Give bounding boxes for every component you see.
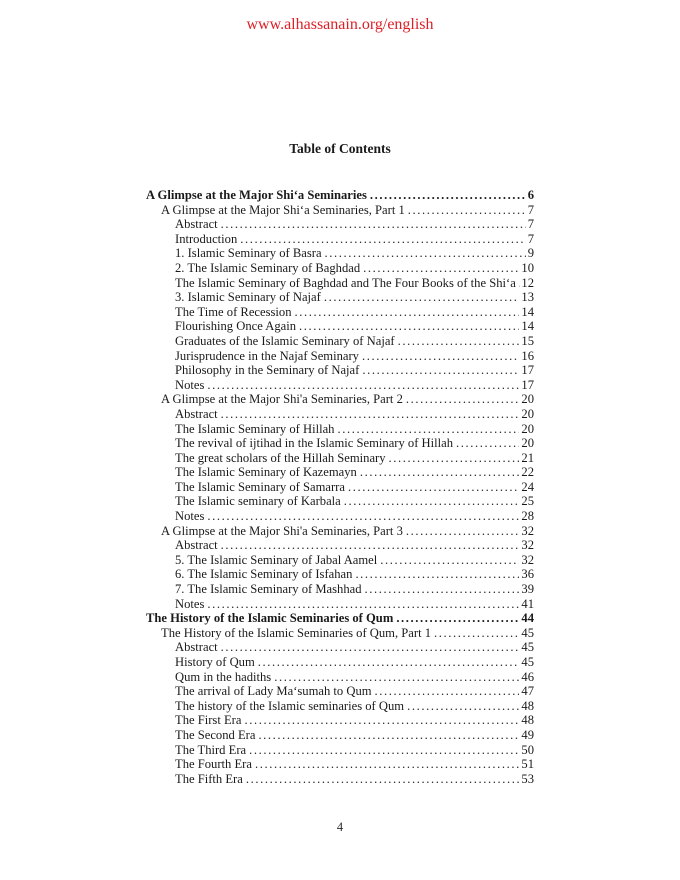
toc-entry[interactable] bbox=[146, 728, 534, 743]
toc-entry-page: 20 bbox=[521, 436, 534, 451]
dot-leader bbox=[324, 290, 520, 305]
dot-leader bbox=[246, 772, 520, 787]
toc-entry[interactable] bbox=[146, 407, 534, 422]
dot-leader bbox=[355, 567, 519, 582]
toc-entry-page: 53 bbox=[521, 771, 534, 786]
toc-entry-page: 14 bbox=[521, 319, 534, 334]
toc-entry-page: 25 bbox=[521, 494, 534, 509]
toc-entry-label: The Islamic Seminary of Kazemayn bbox=[175, 465, 357, 480]
toc-entry-page: 10 bbox=[521, 260, 534, 275]
dot-leader bbox=[360, 465, 520, 480]
dot-leader bbox=[375, 684, 520, 699]
toc-entry[interactable] bbox=[146, 188, 534, 203]
toc-entry-label: Notes bbox=[175, 596, 205, 611]
toc-entry[interactable] bbox=[146, 276, 534, 291]
toc-entry-label: Flourishing Once Again bbox=[175, 319, 297, 334]
toc-entry[interactable] bbox=[146, 670, 534, 685]
toc-entry-label: 1. Islamic Seminary of Basra bbox=[175, 246, 322, 261]
toc-entry[interactable] bbox=[146, 378, 534, 393]
dot-leader bbox=[406, 524, 520, 539]
toc-entry-label: The Islamic Seminary of Baghdad and The Four Books of the Shi‘a bbox=[175, 275, 516, 290]
toc-entry[interactable] bbox=[146, 713, 534, 728]
dot-leader bbox=[244, 713, 519, 728]
dot-leader bbox=[396, 611, 519, 626]
toc-entry-page: 45 bbox=[521, 640, 534, 655]
toc-entry[interactable] bbox=[146, 597, 534, 612]
toc-entry-label: Qum in the hadiths bbox=[175, 669, 272, 684]
toc-entry[interactable] bbox=[146, 436, 534, 451]
dot-leader bbox=[408, 203, 526, 218]
toc-entry-label: 7. The Islamic Seminary of Mashhad bbox=[175, 582, 362, 597]
toc-entry[interactable] bbox=[146, 451, 534, 466]
dot-leader bbox=[221, 217, 526, 232]
toc-entry-page: 6 bbox=[527, 188, 534, 202]
toc-list bbox=[146, 188, 534, 786]
dot-leader bbox=[348, 480, 519, 495]
toc-entry[interactable] bbox=[146, 567, 534, 582]
toc-entry[interactable] bbox=[146, 538, 534, 553]
toc-entry-page: 7 bbox=[527, 231, 534, 246]
toc-entry[interactable] bbox=[146, 217, 534, 232]
dot-leader bbox=[221, 640, 520, 655]
toc-entry-page: 22 bbox=[521, 465, 534, 480]
dot-leader bbox=[370, 188, 526, 203]
toc-entry-page: 39 bbox=[521, 582, 534, 597]
toc-entry-label: 2. The Islamic Seminary of Baghdad bbox=[175, 260, 361, 275]
toc-entry-page: 28 bbox=[521, 509, 534, 524]
toc-entry[interactable] bbox=[146, 334, 534, 349]
dot-leader bbox=[363, 261, 519, 276]
toc-entry[interactable] bbox=[146, 626, 534, 641]
toc-entry-label: Abstract bbox=[175, 217, 218, 232]
toc-entry-label: Introduction bbox=[175, 231, 238, 246]
toc-entry[interactable] bbox=[146, 422, 534, 437]
toc-entry-label: The Second Era bbox=[175, 727, 256, 742]
dot-leader bbox=[456, 436, 519, 451]
dot-leader bbox=[207, 597, 519, 612]
dot-leader bbox=[249, 743, 519, 758]
toc-entry[interactable] bbox=[146, 743, 534, 758]
toc-entry-label: The revival of ijtihad in the Islamic Seminary of Hillah bbox=[175, 436, 454, 451]
toc-entry[interactable] bbox=[146, 699, 534, 714]
dot-leader bbox=[299, 319, 519, 334]
site-url-link[interactable]: www.alhassanain.org/english bbox=[246, 16, 434, 33]
toc-entry[interactable] bbox=[146, 392, 534, 407]
toc-entry-page: 49 bbox=[521, 727, 534, 742]
toc-entry-label: The Islamic Seminary of Samarra bbox=[175, 479, 345, 494]
toc-entry-label: The History of the Islamic Seminaries of Qum bbox=[146, 611, 394, 626]
toc-entry-label: The great scholars of the Hillah Seminary bbox=[175, 450, 386, 465]
toc-entry-label: The Fourth Era bbox=[175, 757, 252, 772]
toc-entry-page: 12 bbox=[521, 275, 534, 290]
toc-entry[interactable] bbox=[146, 480, 534, 495]
dot-leader bbox=[274, 670, 519, 685]
toc-entry-label: The History of the Islamic Seminaries of Qum, Part 1 bbox=[161, 625, 432, 640]
toc-entry-label: A Glimpse at the Major Shi‘a Seminaries bbox=[146, 188, 367, 202]
toc-entry-page: 32 bbox=[521, 538, 534, 553]
toc-entry[interactable] bbox=[146, 246, 534, 261]
toc-entry[interactable] bbox=[146, 363, 534, 378]
toc-entry-label: A Glimpse at the Major Shi‘a Seminaries, Part 1 bbox=[161, 202, 405, 217]
dot-leader bbox=[258, 728, 519, 743]
toc-entry[interactable] bbox=[146, 757, 534, 772]
toc-entry-page: 13 bbox=[521, 290, 534, 305]
toc-entry-label: 6. The Islamic Seminary of Isfahan bbox=[175, 567, 353, 582]
toc-entry-label: Abstract bbox=[175, 406, 218, 421]
dot-leader bbox=[362, 349, 519, 364]
page-title: Table of Contents bbox=[289, 141, 391, 156]
dot-leader bbox=[221, 407, 520, 422]
toc-entry[interactable] bbox=[146, 465, 534, 480]
toc-entry[interactable] bbox=[146, 524, 534, 539]
toc-entry[interactable] bbox=[146, 509, 534, 524]
toc-entry-label: 3. Islamic Seminary of Najaf bbox=[175, 290, 321, 305]
toc-entry-page: 20 bbox=[521, 392, 534, 407]
toc-entry-label: Jurisprudence in the Najaf Seminary bbox=[175, 348, 359, 363]
toc-entry[interactable] bbox=[146, 494, 534, 509]
toc-entry[interactable] bbox=[146, 232, 534, 247]
toc-entry-page: 50 bbox=[521, 742, 534, 757]
dot-leader bbox=[406, 392, 520, 407]
toc-entry-label: The arrival of Lady Ma‘sumah to Qum bbox=[175, 684, 372, 699]
toc-entry[interactable] bbox=[146, 611, 534, 626]
toc-entry-page: 36 bbox=[521, 567, 534, 582]
toc-entry[interactable] bbox=[146, 582, 534, 597]
toc-entry-label: Philosophy in the Seminary of Najaf bbox=[175, 363, 360, 378]
toc-entry-label: The Third Era bbox=[175, 742, 247, 757]
toc-entry[interactable] bbox=[146, 684, 534, 699]
dot-leader bbox=[407, 699, 519, 714]
toc-entry-page: 48 bbox=[521, 698, 534, 713]
toc-entry-label: Graduates of the Islamic Seminary of Najaf bbox=[175, 333, 395, 348]
dot-leader bbox=[519, 276, 520, 291]
toc-entry-page: 46 bbox=[521, 669, 534, 684]
toc-entry-page: 17 bbox=[521, 377, 534, 392]
toc-entry-page: 17 bbox=[521, 363, 534, 378]
toc-entry[interactable] bbox=[146, 319, 534, 334]
toc-entry-page: 21 bbox=[521, 450, 534, 465]
toc-entry-page: 51 bbox=[521, 757, 534, 772]
toc-entry-label: Notes bbox=[175, 509, 205, 524]
toc-entry[interactable] bbox=[146, 203, 534, 218]
toc-entry-page: 45 bbox=[521, 625, 534, 640]
dot-leader bbox=[207, 509, 519, 524]
dot-leader bbox=[325, 246, 526, 261]
toc-entry-label: A Glimpse at the Major Shi'a Seminaries, Part 3 bbox=[161, 523, 403, 538]
toc-entry-page: 16 bbox=[521, 348, 534, 363]
toc-entry-page: 9 bbox=[527, 246, 534, 261]
toc-entry[interactable] bbox=[146, 349, 534, 364]
toc-entry-page: 20 bbox=[521, 406, 534, 421]
toc-entry[interactable] bbox=[146, 305, 534, 320]
toc-entry-page: 7 bbox=[527, 202, 534, 217]
dot-leader bbox=[295, 305, 520, 320]
toc-entry[interactable] bbox=[146, 772, 534, 787]
toc-entry[interactable] bbox=[146, 655, 534, 670]
toc-entry[interactable] bbox=[146, 640, 534, 655]
toc-entry-label: The Islamic Seminary of Hillah bbox=[175, 421, 335, 436]
toc-entry-label: Abstract bbox=[175, 538, 218, 553]
toc-entry-label: The First Era bbox=[175, 713, 242, 728]
toc-entry-page: 14 bbox=[521, 304, 534, 319]
toc-entry-label: A Glimpse at the Major Shi'a Seminaries, Part 2 bbox=[161, 392, 403, 407]
toc-entry-page: 32 bbox=[521, 523, 534, 538]
toc-entry-page: 45 bbox=[521, 655, 534, 669]
toc-entry-page: 7 bbox=[527, 217, 534, 232]
toc-entry-page: 48 bbox=[521, 713, 534, 728]
toc-entry-page: 44 bbox=[521, 611, 534, 626]
dot-leader bbox=[255, 757, 519, 772]
dot-leader bbox=[434, 626, 519, 641]
toc-entry[interactable] bbox=[146, 261, 534, 276]
dot-leader bbox=[398, 334, 520, 349]
dot-leader bbox=[362, 363, 519, 378]
toc-entry-label: Abstract bbox=[175, 640, 218, 655]
toc-entry-label: The Fifth Era bbox=[175, 771, 243, 786]
toc-entry-label: Notes bbox=[175, 377, 205, 392]
toc-entry-page: 41 bbox=[521, 596, 534, 611]
dot-leader bbox=[365, 582, 520, 597]
toc-entry-page: 20 bbox=[521, 421, 534, 436]
page-number: 4 bbox=[336, 820, 344, 834]
dot-leader bbox=[207, 378, 519, 393]
toc-entry-label: 5. The Islamic Seminary of Jabal Aamel bbox=[175, 552, 378, 567]
dot-leader bbox=[240, 232, 525, 247]
toc-entry[interactable] bbox=[146, 290, 534, 305]
toc-entry-page: 32 bbox=[521, 552, 534, 567]
dot-leader bbox=[344, 494, 520, 509]
toc-entry-label: The history of the Islamic seminaries of Qum bbox=[175, 698, 405, 713]
toc-entry-label: The Islamic seminary of Karbala bbox=[175, 494, 341, 509]
dot-leader bbox=[380, 553, 519, 568]
dot-leader bbox=[258, 655, 520, 670]
toc-entry[interactable] bbox=[146, 553, 534, 568]
toc-entry-page: 24 bbox=[521, 479, 534, 494]
toc-entry-label: History of Qum bbox=[175, 655, 255, 669]
toc-entry-label: The Time of Recession bbox=[175, 304, 292, 319]
dot-leader bbox=[389, 451, 520, 466]
toc-entry-page: 15 bbox=[521, 333, 534, 348]
toc-entry-page: 47 bbox=[521, 684, 534, 699]
dot-leader bbox=[337, 422, 519, 437]
dot-leader bbox=[221, 538, 520, 553]
